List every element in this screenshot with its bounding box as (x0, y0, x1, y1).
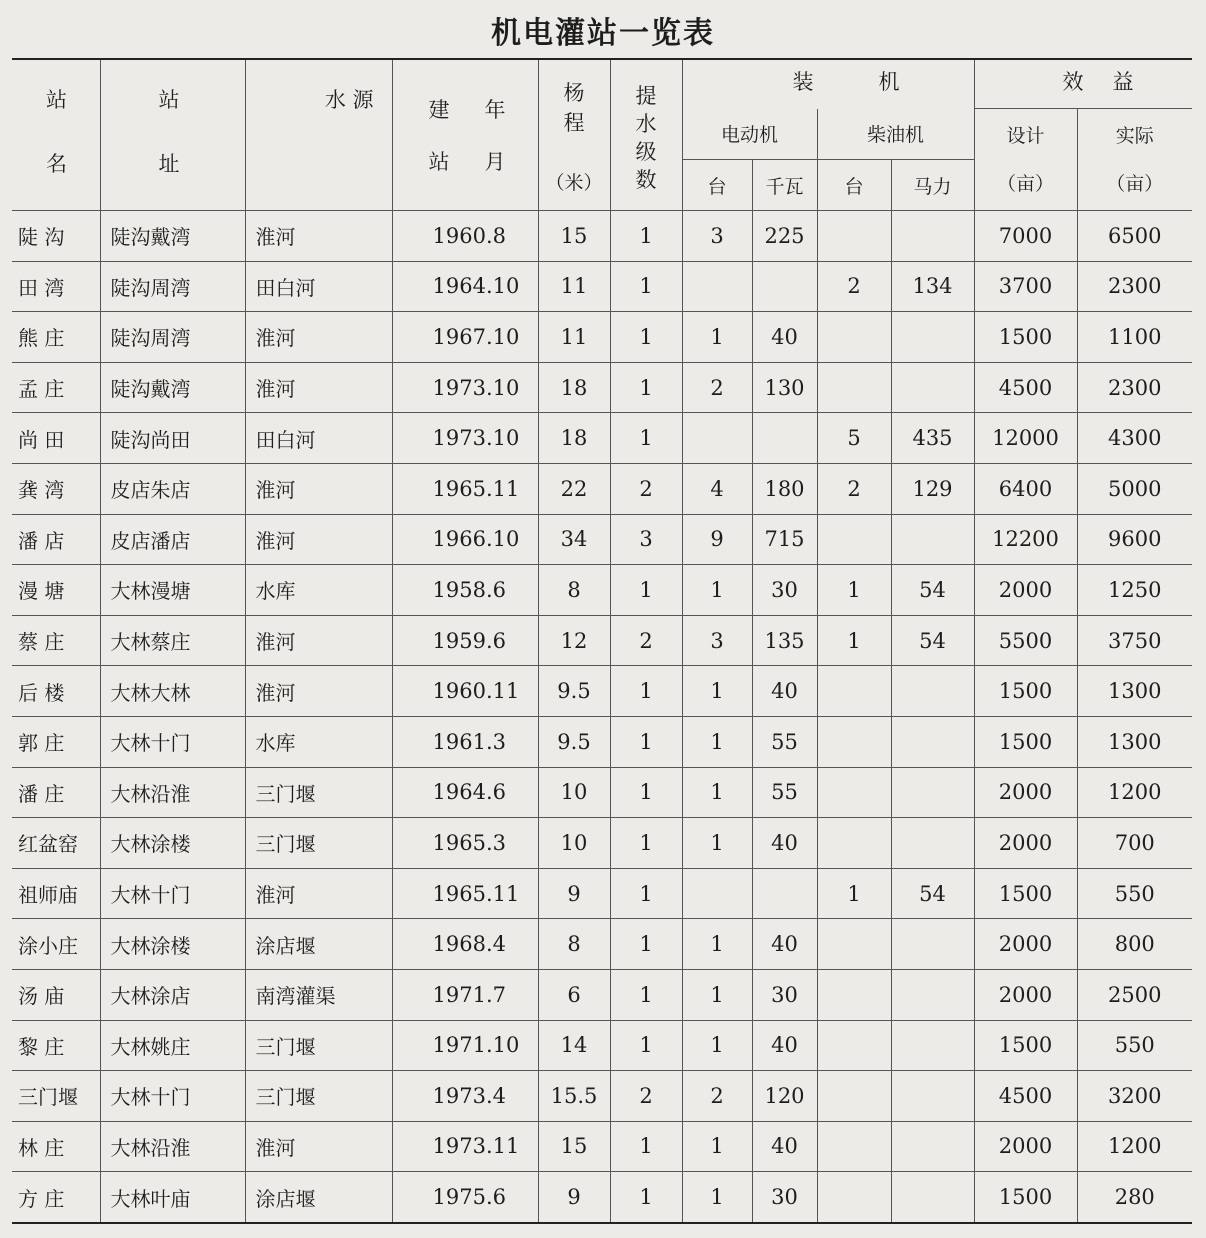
diesel-units-cell (817, 1020, 891, 1071)
design-area-cell: 4500 (974, 362, 1077, 413)
motor-kilowatt-cell: 40 (752, 1121, 817, 1172)
lift-levels-cell: 1 (610, 919, 682, 970)
lift-height-cell: 11 (538, 312, 610, 363)
water-source-cell: 淮河 (245, 211, 392, 262)
table-row (12, 413, 1192, 464)
actual-area-cell: 3750 (1077, 615, 1192, 666)
design-area-cell: 1500 (974, 312, 1077, 363)
station-name-cell: 潘 庄 (12, 767, 100, 818)
station-name-cell: 陡 沟 (12, 211, 100, 262)
lift-height-cell: 10 (538, 818, 610, 869)
built-date-cell: 1965.3 (392, 818, 538, 869)
header-lift-levels: 提 水 级 数 (610, 59, 682, 211)
header-actual: 实际 （亩） (1077, 109, 1192, 211)
header-motor-units: 台 (682, 160, 752, 211)
station-address-cell: 陡沟周湾 (100, 312, 245, 363)
motor-units-cell (682, 261, 752, 312)
motor-kilowatt-cell: 40 (752, 919, 817, 970)
water-source-cell: 淮河 (245, 868, 392, 919)
built-date-cell: 1973.11 (392, 1121, 538, 1172)
lift-levels-cell: 1 (610, 666, 682, 717)
water-source-cell: 三门堰 (245, 767, 392, 818)
motor-kilowatt-cell: 40 (752, 818, 817, 869)
header-design: 设计 （亩） (974, 109, 1077, 211)
header-diesel-engine: 柴油机 (817, 109, 974, 160)
diesel-horsepower-cell (891, 666, 974, 717)
station-address-cell: 大林蔡庄 (100, 615, 245, 666)
motor-units-cell: 3 (682, 615, 752, 666)
design-area-cell: 2000 (974, 565, 1077, 616)
lift-height-cell: 6 (538, 969, 610, 1020)
header-benefit: 效 益 (974, 59, 1192, 109)
built-date-cell: 1964.10 (392, 261, 538, 312)
diesel-units-cell (817, 514, 891, 565)
actual-area-cell: 2500 (1077, 969, 1192, 1020)
lift-height-cell: 9 (538, 868, 610, 919)
motor-kilowatt-cell: 130 (752, 362, 817, 413)
lift-height-cell: 8 (538, 919, 610, 970)
station-name-cell: 尚 田 (12, 413, 100, 464)
lift-height-cell: 15.5 (538, 1071, 610, 1122)
header-station-address: 站 址 (100, 59, 245, 211)
design-area-cell: 2000 (974, 767, 1077, 818)
actual-area-cell: 5000 (1077, 463, 1192, 514)
motor-kilowatt-cell: 30 (752, 969, 817, 1020)
design-area-cell: 1500 (974, 1020, 1077, 1071)
actual-area-cell: 1250 (1077, 565, 1192, 616)
actual-area-cell: 550 (1077, 868, 1192, 919)
motor-units-cell: 1 (682, 565, 752, 616)
diesel-horsepower-cell (891, 919, 974, 970)
built-date-cell: 1971.7 (392, 969, 538, 1020)
actual-area-cell: 4300 (1077, 413, 1192, 464)
motor-kilowatt-cell: 40 (752, 312, 817, 363)
station-address-cell: 陡沟戴湾 (100, 362, 245, 413)
station-name-cell: 方 庄 (12, 1172, 100, 1223)
diesel-horsepower-cell (891, 818, 974, 869)
table-row (12, 919, 1192, 970)
motor-units-cell (682, 868, 752, 919)
lift-levels-cell: 3 (610, 514, 682, 565)
motor-kilowatt-cell: 55 (752, 767, 817, 818)
lift-levels-cell: 1 (610, 767, 682, 818)
header-electric-motor: 电动机 (682, 109, 817, 160)
lift-height-cell: 11 (538, 261, 610, 312)
design-area-cell: 2000 (974, 1121, 1077, 1172)
lift-height-cell: 34 (538, 514, 610, 565)
actual-area-cell: 1300 (1077, 716, 1192, 767)
built-date-cell: 1967.10 (392, 312, 538, 363)
motor-units-cell: 1 (682, 818, 752, 869)
station-address-cell: 陡沟戴湾 (100, 211, 245, 262)
station-name-cell: 林 庄 (12, 1121, 100, 1172)
water-source-cell: 水库 (245, 565, 392, 616)
lift-height-cell: 18 (538, 413, 610, 464)
design-area-cell: 7000 (974, 211, 1077, 262)
design-area-cell: 1500 (974, 868, 1077, 919)
lift-levels-cell: 1 (610, 1020, 682, 1071)
water-source-cell: 淮河 (245, 514, 392, 565)
lift-height-cell: 9 (538, 1172, 610, 1223)
motor-units-cell: 1 (682, 312, 752, 363)
diesel-horsepower-cell (891, 362, 974, 413)
design-area-cell: 2000 (974, 969, 1077, 1020)
diesel-units-cell (817, 1121, 891, 1172)
table-row (12, 1020, 1192, 1071)
diesel-units-cell (817, 666, 891, 717)
motor-units-cell: 3 (682, 211, 752, 262)
station-address-cell: 大林叶庙 (100, 1172, 245, 1223)
diesel-horsepower-cell (891, 1121, 974, 1172)
table-row (12, 818, 1192, 869)
table-row (12, 969, 1192, 1020)
water-source-cell: 淮河 (245, 362, 392, 413)
motor-units-cell: 1 (682, 1020, 752, 1071)
lift-levels-cell: 2 (610, 1071, 682, 1122)
water-source-cell: 淮河 (245, 615, 392, 666)
built-date-cell: 1960.8 (392, 211, 538, 262)
motor-kilowatt-cell: 180 (752, 463, 817, 514)
station-address-cell: 大林涂楼 (100, 919, 245, 970)
lift-levels-cell: 1 (610, 261, 682, 312)
lift-levels-cell: 1 (610, 362, 682, 413)
header-diesel-horsepower: 马力 (891, 160, 974, 211)
motor-units-cell: 1 (682, 666, 752, 717)
station-address-cell: 陡沟周湾 (100, 261, 245, 312)
actual-area-cell: 1200 (1077, 767, 1192, 818)
station-name-cell: 漫 塘 (12, 565, 100, 616)
design-area-cell: 1500 (974, 716, 1077, 767)
water-source-cell: 淮河 (245, 463, 392, 514)
motor-units-cell: 9 (682, 514, 752, 565)
actual-area-cell: 6500 (1077, 211, 1192, 262)
lift-height-cell: 18 (538, 362, 610, 413)
motor-units-cell: 4 (682, 463, 752, 514)
design-area-cell: 6400 (974, 463, 1077, 514)
diesel-horsepower-cell (891, 312, 974, 363)
diesel-horsepower-cell (891, 1071, 974, 1122)
table-row (12, 261, 1192, 312)
built-date-cell: 1959.6 (392, 615, 538, 666)
pump-station-table (12, 58, 1192, 1224)
motor-kilowatt-cell: 715 (752, 514, 817, 565)
motor-kilowatt-cell: 40 (752, 1020, 817, 1071)
station-name-cell: 潘 店 (12, 514, 100, 565)
station-name-cell: 涂小庄 (12, 919, 100, 970)
diesel-units-cell: 2 (817, 463, 891, 514)
diesel-units-cell (817, 362, 891, 413)
water-source-cell: 南湾灌渠 (245, 969, 392, 1020)
diesel-horsepower-cell: 54 (891, 615, 974, 666)
lift-height-cell: 10 (538, 767, 610, 818)
built-date-cell: 1965.11 (392, 463, 538, 514)
motor-kilowatt-cell: 225 (752, 211, 817, 262)
built-date-cell: 1973.4 (392, 1071, 538, 1122)
actual-area-cell: 1200 (1077, 1121, 1192, 1172)
built-date-cell: 1958.6 (392, 565, 538, 616)
lift-levels-cell: 1 (610, 818, 682, 869)
diesel-horsepower-cell (891, 716, 974, 767)
design-area-cell: 12000 (974, 413, 1077, 464)
diesel-horsepower-cell (891, 514, 974, 565)
table-row (12, 666, 1192, 717)
header-built-date: 建 年 站 月 (392, 59, 538, 211)
header-motor-kilowatt: 千瓦 (752, 160, 817, 211)
table-row (12, 312, 1192, 363)
motor-kilowatt-cell (752, 261, 817, 312)
page-title: 机电灌站一览表 (491, 16, 715, 51)
actual-area-cell: 9600 (1077, 514, 1192, 565)
motor-units-cell: 2 (682, 1071, 752, 1122)
table-row (12, 1172, 1192, 1223)
actual-area-cell: 1100 (1077, 312, 1192, 363)
diesel-units-cell (817, 1172, 891, 1223)
lift-levels-cell: 1 (610, 868, 682, 919)
lift-height-cell: 14 (538, 1020, 610, 1071)
diesel-units-cell (817, 312, 891, 363)
station-address-cell: 大林十门 (100, 1071, 245, 1122)
table-row (12, 463, 1192, 514)
actual-area-cell: 550 (1077, 1020, 1192, 1071)
design-area-cell: 2000 (974, 818, 1077, 869)
station-address-cell: 大林大林 (100, 666, 245, 717)
table-row (12, 615, 1192, 666)
built-date-cell: 1961.3 (392, 716, 538, 767)
water-source-cell: 淮河 (245, 1121, 392, 1172)
diesel-horsepower-cell: 134 (891, 261, 974, 312)
station-name-cell: 田 湾 (12, 261, 100, 312)
lift-height-cell: 9.5 (538, 666, 610, 717)
lift-height-cell: 12 (538, 615, 610, 666)
station-address-cell: 大林涂店 (100, 969, 245, 1020)
station-name-cell: 郭 庄 (12, 716, 100, 767)
lift-levels-cell: 1 (610, 716, 682, 767)
lift-height-cell: 9.5 (538, 716, 610, 767)
motor-units-cell: 1 (682, 969, 752, 1020)
motor-kilowatt-cell: 55 (752, 716, 817, 767)
actual-area-cell: 280 (1077, 1172, 1192, 1223)
lift-levels-cell: 1 (610, 312, 682, 363)
built-date-cell: 1973.10 (392, 413, 538, 464)
station-name-cell: 三门堰 (12, 1071, 100, 1122)
built-date-cell: 1966.10 (392, 514, 538, 565)
diesel-horsepower-cell (891, 211, 974, 262)
station-address-cell: 皮店朱店 (100, 463, 245, 514)
station-name-cell: 后 楼 (12, 666, 100, 717)
motor-kilowatt-cell: 135 (752, 615, 817, 666)
diesel-horsepower-cell: 54 (891, 565, 974, 616)
diesel-horsepower-cell: 129 (891, 463, 974, 514)
table-row (12, 565, 1192, 616)
station-address-cell: 大林涂楼 (100, 818, 245, 869)
header-equipment: 装 机 (682, 59, 974, 109)
lift-levels-cell: 2 (610, 463, 682, 514)
diesel-units-cell: 1 (817, 868, 891, 919)
motor-units-cell: 1 (682, 1121, 752, 1172)
lift-levels-cell: 1 (610, 211, 682, 262)
header-water-source: 水 源 (245, 59, 392, 211)
water-source-cell: 水库 (245, 716, 392, 767)
diesel-units-cell: 1 (817, 565, 891, 616)
design-area-cell: 3700 (974, 261, 1077, 312)
table-row (12, 211, 1192, 262)
motor-units-cell: 1 (682, 716, 752, 767)
built-date-cell: 1975.6 (392, 1172, 538, 1223)
water-source-cell: 三门堰 (245, 1071, 392, 1122)
water-source-cell: 淮河 (245, 312, 392, 363)
motor-units-cell: 2 (682, 362, 752, 413)
station-name-cell: 黎 庄 (12, 1020, 100, 1071)
diesel-horsepower-cell (891, 969, 974, 1020)
station-name-cell: 龚 湾 (12, 463, 100, 514)
diesel-units-cell (817, 969, 891, 1020)
diesel-units-cell: 5 (817, 413, 891, 464)
lift-levels-cell: 2 (610, 615, 682, 666)
actual-area-cell: 1300 (1077, 666, 1192, 717)
station-name-cell: 祖师庙 (12, 868, 100, 919)
table-row (12, 362, 1192, 413)
diesel-horsepower-cell (891, 1172, 974, 1223)
diesel-units-cell (817, 818, 891, 869)
station-name-cell: 汤 庙 (12, 969, 100, 1020)
lift-levels-cell: 1 (610, 413, 682, 464)
motor-kilowatt-cell: 30 (752, 1172, 817, 1223)
lift-height-cell: 8 (538, 565, 610, 616)
motor-units-cell: 1 (682, 767, 752, 818)
table-row (12, 514, 1192, 565)
diesel-horsepower-cell (891, 1020, 974, 1071)
diesel-units-cell (817, 1071, 891, 1122)
water-source-cell: 田白河 (245, 261, 392, 312)
actual-area-cell: 3200 (1077, 1071, 1192, 1122)
diesel-units-cell: 2 (817, 261, 891, 312)
diesel-horsepower-cell: 54 (891, 868, 974, 919)
lift-levels-cell: 1 (610, 1121, 682, 1172)
design-area-cell: 12200 (974, 514, 1077, 565)
motor-kilowatt-cell: 30 (752, 565, 817, 616)
table-row (12, 868, 1192, 919)
actual-area-cell: 2300 (1077, 261, 1192, 312)
built-date-cell: 1971.10 (392, 1020, 538, 1071)
lift-levels-cell: 1 (610, 1172, 682, 1223)
station-name-cell: 蔡 庄 (12, 615, 100, 666)
motor-kilowatt-cell: 120 (752, 1071, 817, 1122)
table-row (12, 1121, 1192, 1172)
lift-levels-cell: 1 (610, 969, 682, 1020)
station-address-cell: 大林漫塘 (100, 565, 245, 616)
station-address-cell: 大林沿淮 (100, 1121, 245, 1172)
built-date-cell: 1964.6 (392, 767, 538, 818)
water-source-cell: 涂店堰 (245, 1172, 392, 1223)
station-address-cell: 大林沿淮 (100, 767, 245, 818)
diesel-units-cell (817, 211, 891, 262)
water-source-cell: 三门堰 (245, 1020, 392, 1071)
diesel-horsepower-cell: 435 (891, 413, 974, 464)
table-row (12, 716, 1192, 767)
motor-kilowatt-cell: 40 (752, 666, 817, 717)
station-address-cell: 大林十门 (100, 716, 245, 767)
diesel-units-cell (817, 919, 891, 970)
diesel-units-cell: 1 (817, 615, 891, 666)
diesel-units-cell (817, 716, 891, 767)
water-source-cell: 田白河 (245, 413, 392, 464)
diesel-units-cell (817, 767, 891, 818)
built-date-cell: 1973.10 (392, 362, 538, 413)
station-name-cell: 孟 庄 (12, 362, 100, 413)
station-name-cell: 红盆窑 (12, 818, 100, 869)
lift-height-cell: 22 (538, 463, 610, 514)
station-address-cell: 大林姚庄 (100, 1020, 245, 1071)
water-source-cell: 淮河 (245, 666, 392, 717)
built-date-cell: 1968.4 (392, 919, 538, 970)
motor-units-cell: 1 (682, 919, 752, 970)
station-address-cell: 大林十门 (100, 868, 245, 919)
water-source-cell: 三门堰 (245, 818, 392, 869)
actual-area-cell: 800 (1077, 919, 1192, 970)
header-lift-height: 杨 程 （米） (538, 59, 610, 211)
built-date-cell: 1965.11 (392, 868, 538, 919)
diesel-horsepower-cell (891, 767, 974, 818)
lift-height-cell: 15 (538, 1121, 610, 1172)
motor-units-cell (682, 413, 752, 464)
motor-units-cell: 1 (682, 1172, 752, 1223)
station-address-cell: 陡沟尚田 (100, 413, 245, 464)
design-area-cell: 2000 (974, 919, 1077, 970)
design-area-cell: 4500 (974, 1071, 1077, 1122)
table-row (12, 1071, 1192, 1122)
lift-height-cell: 15 (538, 211, 610, 262)
built-date-cell: 1960.11 (392, 666, 538, 717)
motor-kilowatt-cell (752, 413, 817, 464)
actual-area-cell: 2300 (1077, 362, 1192, 413)
station-name-cell: 熊 庄 (12, 312, 100, 363)
water-source-cell: 涂店堰 (245, 919, 392, 970)
design-area-cell: 5500 (974, 615, 1077, 666)
table-row (12, 767, 1192, 818)
station-address-cell: 皮店潘店 (100, 514, 245, 565)
motor-kilowatt-cell (752, 868, 817, 919)
actual-area-cell: 700 (1077, 818, 1192, 869)
lift-levels-cell: 1 (610, 565, 682, 616)
design-area-cell: 1500 (974, 666, 1077, 717)
design-area-cell: 1500 (974, 1172, 1077, 1223)
header-diesel-units: 台 (817, 160, 891, 211)
header-station-name: 站 名 (12, 59, 100, 211)
